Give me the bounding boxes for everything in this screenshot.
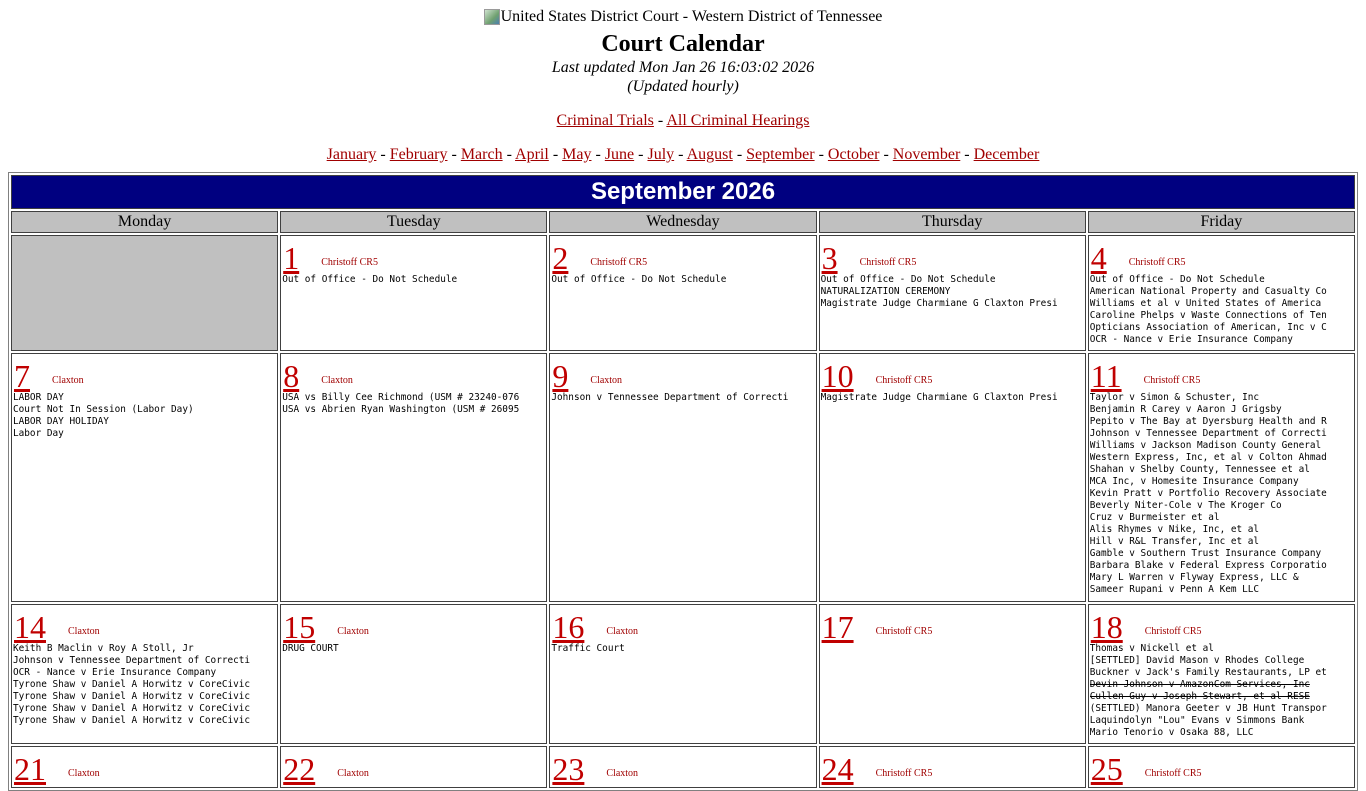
judge-label: Christoff CR5 bbox=[1144, 768, 1202, 779]
day-number-link[interactable]: 14 bbox=[14, 609, 46, 645]
criminal-trials-link[interactable]: Criminal Trials bbox=[556, 112, 654, 129]
weekday-wednesday: Wednesday bbox=[549, 211, 816, 233]
calendar-event: Mario Tenorio v Osaka 88, LLC bbox=[1089, 727, 1254, 738]
month-link-july[interactable]: July bbox=[647, 146, 675, 163]
calendar-event: (SETTLED) Manora Geeter v JB Hunt Transpor bbox=[1089, 703, 1327, 714]
calendar-event: Benjamin R Carey v Aaron J Grigsby bbox=[1089, 404, 1282, 415]
judge-label: Claxton bbox=[68, 626, 100, 637]
calendar-event: Taylor v Simon & Schuster, Inc bbox=[1089, 392, 1260, 403]
judge-label: Christoff CR5 bbox=[1144, 626, 1202, 637]
day-cell-header bbox=[282, 354, 545, 392]
day-cell-25 bbox=[1088, 746, 1355, 788]
day-number-link[interactable]: 23 bbox=[552, 751, 585, 787]
calendar-event: Gamble v Southern Trust Insurance Company bbox=[1089, 548, 1322, 559]
calendar-event: Johnson v Tennessee Department of Correcti bbox=[551, 392, 789, 403]
logo-alt-text: United States District Court - Western District of Tennessee bbox=[500, 8, 883, 25]
day-cell-21 bbox=[11, 746, 278, 788]
day-number-link[interactable]: 2 bbox=[552, 240, 569, 276]
month-link-january[interactable]: January bbox=[326, 146, 377, 163]
day-number-link[interactable]: 24 bbox=[821, 751, 854, 787]
day-cell-header bbox=[551, 605, 814, 643]
calendar-table bbox=[8, 172, 1358, 791]
calendar-event: Traffic Court bbox=[551, 643, 625, 654]
empty-day-cell bbox=[11, 235, 278, 351]
day-cell-header bbox=[821, 605, 1084, 643]
day-cell-1 bbox=[280, 235, 547, 351]
calendar-event: Opticians Association of American, Inc v C bbox=[1089, 322, 1327, 333]
weekday-thursday: Thursday bbox=[819, 211, 1086, 233]
weekday-header-row bbox=[11, 211, 1355, 233]
calendar-event: Johnson v Tennessee Department of Correcti bbox=[1089, 428, 1327, 439]
calendar-event: Tyrone Shaw v Daniel A Horwitz v CoreCivic bbox=[13, 703, 251, 714]
calendar-event: Buckner v Jack's Family Restaurants, LP et bbox=[1089, 667, 1327, 678]
calendar-event: OCR - Nance v Erie Insurance Company bbox=[1089, 334, 1293, 345]
month-link-november[interactable]: November bbox=[892, 146, 961, 163]
calendar-event: USA vs Abrien Ryan Washington (USM # 26095 bbox=[282, 404, 520, 415]
calendar-week-row bbox=[11, 235, 1355, 351]
calendar-event: Caroline Phelps v Waste Connections of Ten bbox=[1089, 310, 1327, 321]
day-cell-11 bbox=[1088, 353, 1355, 602]
month-link-april[interactable]: April bbox=[515, 146, 549, 163]
calendar-event: Court Not In Session (Labor Day) bbox=[13, 404, 194, 415]
day-number-link[interactable]: 1 bbox=[283, 240, 300, 276]
calendar-event: Mary L Warren v Flyway Express, LLC & bbox=[1089, 572, 1299, 583]
day-cell-header bbox=[1090, 236, 1353, 274]
day-cell-header bbox=[821, 747, 1084, 785]
day-number-link[interactable]: 25 bbox=[1090, 751, 1123, 787]
day-cell-header bbox=[551, 236, 814, 274]
calendar-event: Hill v R&L Transfer, Inc et al bbox=[1089, 536, 1260, 547]
calendar-event: LABOR DAY bbox=[13, 392, 64, 403]
calendar-event: Magistrate Judge Charmiane G Claxton Presi bbox=[820, 298, 1058, 309]
calendar-event: OCR - Nance v Erie Insurance Company bbox=[13, 667, 217, 678]
day-cell-header bbox=[282, 747, 545, 785]
day-cell-24 bbox=[819, 746, 1086, 788]
calendar-event: Out of Office - Do Not Schedule bbox=[820, 274, 996, 285]
day-cell-header bbox=[282, 605, 545, 643]
page-header bbox=[0, 0, 1366, 164]
judge-label: Christoff CR5 bbox=[875, 768, 933, 779]
calendar-event: Cullen Guy v Joseph Stewart, et al RESE bbox=[1089, 691, 1310, 702]
month-navigation: January - February - March - April - May - June - July - August - September - October - November - December bbox=[326, 146, 1040, 163]
day-number-link[interactable]: 9 bbox=[552, 358, 569, 394]
day-cell-header bbox=[13, 605, 276, 643]
update-note: (Updated hourly) bbox=[627, 78, 739, 95]
judge-label: Claxton bbox=[321, 375, 353, 386]
month-link-december[interactable]: December bbox=[973, 146, 1040, 163]
calendar-event: Thomas v Nickell et al bbox=[1089, 643, 1214, 654]
calendar-type-links: Criminal Trials - All Criminal Hearings bbox=[556, 112, 810, 129]
weekday-monday: Monday bbox=[11, 211, 278, 233]
judge-label: Christoff CR5 bbox=[875, 375, 933, 386]
day-number-link[interactable]: 17 bbox=[821, 609, 854, 645]
calendar-event: [SETTLED] David Mason v Rhodes College bbox=[1089, 655, 1305, 666]
last-updated: Last updated Mon Jan 26 16:03:02 2026 bbox=[551, 59, 815, 76]
day-cell-header bbox=[1090, 747, 1353, 785]
calendar-event: Devin Johnson v AmazonCom Services, Inc bbox=[1089, 679, 1310, 690]
day-number-link[interactable]: 21 bbox=[14, 751, 46, 787]
calendar-event: Magistrate Judge Charmiane G Claxton Presi bbox=[820, 392, 1058, 403]
calendar-event: DRUG COURT bbox=[282, 643, 339, 654]
calendar-event: LABOR DAY HOLIDAY bbox=[13, 416, 109, 427]
page-title: Court Calendar bbox=[601, 31, 765, 57]
calendar-event: USA vs Billy Cee Richmond (USM # 23240-076 bbox=[282, 392, 520, 403]
weekday-friday: Friday bbox=[1088, 211, 1355, 233]
judge-label: Claxton bbox=[68, 768, 100, 779]
day-number-link[interactable]: 16 bbox=[552, 609, 585, 645]
calendar-month-title: September 2026 bbox=[11, 175, 1355, 209]
day-number-link[interactable]: 18 bbox=[1090, 609, 1123, 645]
calendar-event: Keith B Maclin v Roy A Stoll, Jr bbox=[13, 643, 194, 654]
day-cell-22 bbox=[280, 746, 547, 788]
day-cell-2 bbox=[549, 235, 816, 351]
calendar-event: Western Express, Inc, et al v Colton Ahmad bbox=[1089, 452, 1327, 463]
day-cell-9 bbox=[549, 353, 816, 602]
day-number-link[interactable]: 10 bbox=[821, 358, 854, 394]
calendar-week-row bbox=[11, 746, 1355, 788]
day-cell-header bbox=[282, 236, 545, 274]
judge-label: Christoff CR5 bbox=[1143, 375, 1201, 386]
calendar-event: Pepito v The Bay at Dyersburg Health and R bbox=[1089, 416, 1327, 427]
calendar-event: American National Property and Casualty Co bbox=[1089, 286, 1327, 297]
day-number-link[interactable]: 4 bbox=[1090, 240, 1107, 276]
calendar-event: MCA Inc, v Homesite Insurance Company bbox=[1089, 476, 1299, 487]
calendar-event: Beverly Niter-Cole v The Kroger Co bbox=[1089, 500, 1282, 511]
day-number-link[interactable]: 8 bbox=[283, 358, 300, 394]
day-cell-10 bbox=[819, 353, 1086, 602]
calendar-event: Barbara Blake v Federal Express Corporatio bbox=[1089, 560, 1327, 571]
calendar-event: Cruz v Burmeister et al bbox=[1089, 512, 1220, 523]
month-link-february[interactable]: February bbox=[389, 146, 448, 163]
day-cell-15 bbox=[280, 604, 547, 744]
calendar-event: NATURALIZATION CEREMONY bbox=[820, 286, 951, 297]
month-link-september[interactable]: September bbox=[746, 146, 815, 163]
judge-label: Claxton bbox=[606, 768, 639, 779]
calendar-event: Alis Rhymes v Nike, Inc, et al bbox=[1089, 524, 1260, 535]
day-cell-17 bbox=[819, 604, 1086, 744]
calendar-week-row bbox=[11, 353, 1355, 602]
day-number-link[interactable]: 15 bbox=[283, 609, 316, 645]
calendar-week-row bbox=[11, 604, 1355, 744]
day-cell-3 bbox=[819, 235, 1086, 351]
calendar-event: Williams v Jackson Madison County General bbox=[1089, 440, 1322, 451]
judge-label: Christoff CR5 bbox=[859, 257, 917, 268]
day-cell-header bbox=[821, 354, 1084, 392]
calendar-event: Labor Day bbox=[13, 428, 64, 439]
day-cell-7 bbox=[11, 353, 278, 602]
judge-label: Claxton bbox=[590, 375, 623, 386]
judge-label: Claxton bbox=[52, 375, 84, 386]
day-cell-16 bbox=[549, 604, 816, 744]
month-link-june[interactable]: June bbox=[604, 146, 635, 163]
month-link-march[interactable]: March bbox=[460, 146, 503, 163]
day-number-link[interactable]: 11 bbox=[1090, 358, 1122, 394]
month-link-october[interactable]: October bbox=[827, 146, 880, 163]
day-number-link[interactable]: 22 bbox=[283, 751, 316, 787]
month-link-august[interactable]: August bbox=[686, 146, 733, 163]
calendar-event: Tyrone Shaw v Daniel A Horwitz v CoreCivic bbox=[13, 715, 251, 726]
day-cell-header bbox=[551, 354, 814, 392]
judge-label: Claxton bbox=[337, 768, 369, 779]
calendar-event: Tyrone Shaw v Daniel A Horwitz v CoreCivic bbox=[13, 691, 251, 702]
day-cell-header bbox=[1090, 354, 1353, 392]
calendar-event: Tyrone Shaw v Daniel A Horwitz v CoreCivic bbox=[13, 679, 251, 690]
day-cell-4 bbox=[1088, 235, 1355, 351]
day-cell-18 bbox=[1088, 604, 1355, 744]
month-link-may[interactable]: May bbox=[562, 146, 592, 163]
judge-label: Christoff CR5 bbox=[1128, 257, 1186, 268]
calendar-event: Williams et al v United States of America bbox=[1089, 298, 1322, 309]
day-cell-header bbox=[13, 354, 276, 392]
day-cell-header bbox=[13, 747, 276, 785]
calendar-event: Sameer Rupani v Penn A Kem LLC bbox=[1089, 584, 1260, 595]
day-number-link[interactable]: 3 bbox=[821, 240, 838, 276]
judge-label: Christoff CR5 bbox=[321, 257, 378, 268]
day-cell-header bbox=[551, 747, 814, 785]
calendar-event: Out of Office - Do Not Schedule bbox=[551, 274, 727, 285]
day-cell-8 bbox=[280, 353, 547, 602]
calendar-event: Shahan v Shelby County, Tennessee et al bbox=[1089, 464, 1310, 475]
day-cell-header bbox=[1090, 605, 1353, 643]
all-criminal-hearings-link[interactable]: All Criminal Hearings bbox=[666, 112, 810, 129]
calendar-event: Kevin Pratt v Portfolio Recovery Associate bbox=[1089, 488, 1327, 499]
calendar-event: Johnson v Tennessee Department of Correcti bbox=[13, 655, 251, 666]
court-logo bbox=[484, 8, 883, 26]
day-cell-14 bbox=[11, 604, 278, 744]
calendar-event: Out of Office - Do Not Schedule bbox=[282, 274, 458, 285]
broken-image-icon bbox=[484, 9, 500, 25]
day-cell-23 bbox=[549, 746, 816, 788]
judge-label: Claxton bbox=[606, 626, 639, 637]
judge-label: Christoff CR5 bbox=[590, 257, 648, 268]
day-cell-header bbox=[821, 236, 1084, 274]
weekday-tuesday: Tuesday bbox=[280, 211, 547, 233]
calendar-event: Laquindolyn "Lou" Evans v Simmons Bank bbox=[1089, 715, 1305, 726]
day-number-link[interactable]: 7 bbox=[14, 358, 30, 394]
judge-label: Christoff CR5 bbox=[875, 626, 933, 637]
judge-label: Claxton bbox=[337, 626, 369, 637]
calendar-event: Out of Office - Do Not Schedule bbox=[1089, 274, 1265, 285]
